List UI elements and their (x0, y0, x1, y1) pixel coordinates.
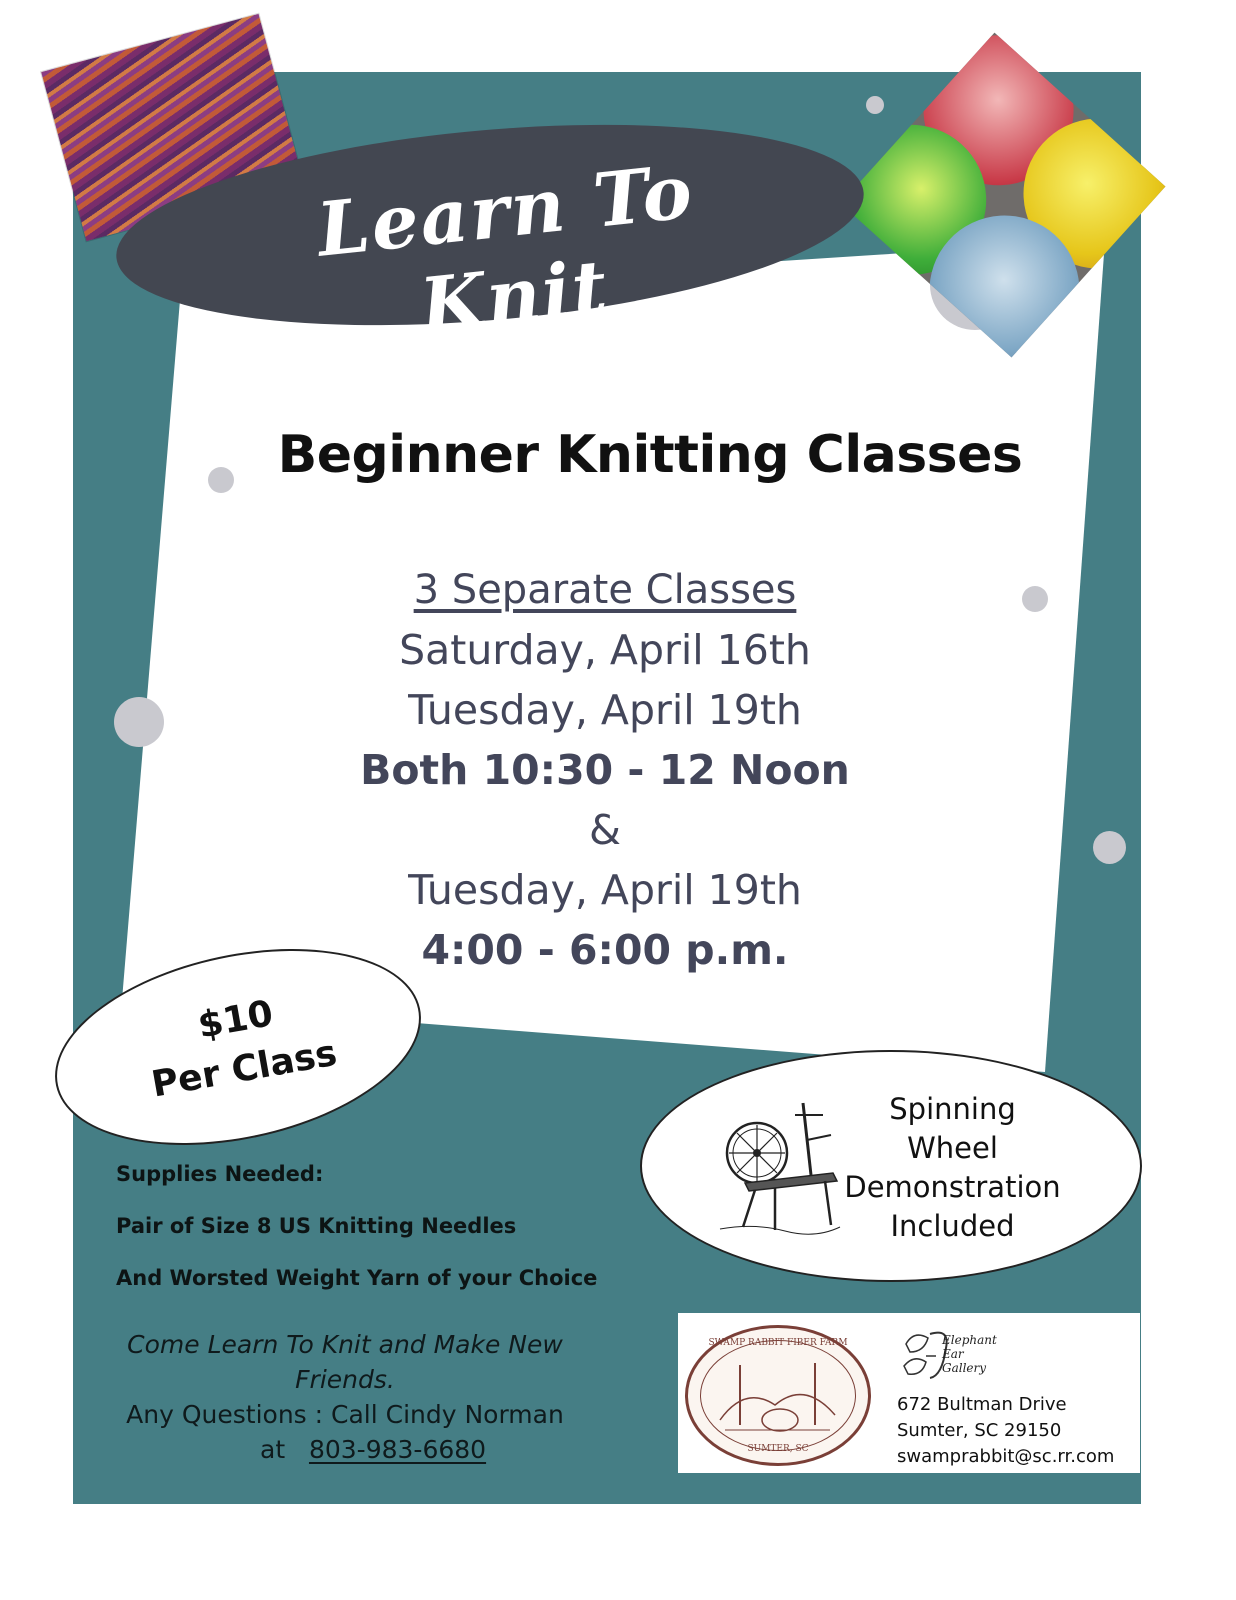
decor-dot (1093, 831, 1126, 864)
headline: Beginner Knitting Classes (277, 425, 1023, 485)
decor-dot (114, 697, 164, 747)
supplies-heading: Supplies Needed: (116, 1162, 324, 1186)
contact-line: Friends. (295, 1365, 395, 1394)
gallery-line: Ear (942, 1347, 964, 1361)
demo-line: Spinning (889, 1092, 1016, 1126)
contact-phone-line (110, 1432, 580, 1467)
address-street: 672 Bultman Drive (897, 1394, 1067, 1415)
gallery-line: Gallery (942, 1361, 987, 1375)
class-date: Tuesday, April 19th (408, 686, 802, 734)
supplies-item: And Worsted Weight Yarn of your Choice (116, 1266, 598, 1290)
page-title: Learn To Knit (313, 148, 698, 350)
demo-line: Wheel (907, 1131, 998, 1165)
phone-link[interactable]: 803-983-6680 (308, 1435, 487, 1464)
spinning-wheel-icon (715, 1095, 845, 1235)
class-time: Both 10:30 - 12 Noon (360, 746, 850, 794)
price-amount: $10 (195, 993, 277, 1047)
demo-line: Demonstration (844, 1170, 1061, 1204)
farm-seal-logo (685, 1325, 871, 1466)
demo-text (840, 1090, 1065, 1246)
seal-bottom-text: SUMTER, SC (747, 1444, 809, 1454)
contact-at: at (260, 1435, 286, 1464)
seal-top-text: SWAMP RABBIT FIBER FARM (708, 1338, 848, 1348)
contact-line: Come Learn To Knit and Make New (127, 1330, 563, 1359)
contact-info (110, 1327, 580, 1467)
address-city: Sumter, SC 29150 (897, 1420, 1062, 1441)
contact-line: Any Questions : Call Cindy Norman (126, 1400, 564, 1429)
decor-dot (866, 96, 884, 114)
gallery-line: Elephant (942, 1333, 997, 1347)
demo-line: Included (890, 1209, 1015, 1243)
class-date: Tuesday, April 19th (408, 866, 802, 914)
price-unit: Per Class (148, 1032, 340, 1106)
decor-dot (1022, 586, 1048, 612)
farm-scene-icon (685, 1325, 865, 1460)
supplies-list (116, 1148, 597, 1304)
address-block (897, 1392, 1114, 1470)
supplies-item: Pair of Size 8 US Knitting Needles (116, 1214, 517, 1238)
class-date: Saturday, April 16th (399, 626, 811, 674)
gallery-name (942, 1333, 1002, 1375)
email-link[interactable]: swamprabbit@sc.rr.com (897, 1446, 1115, 1467)
schedule (305, 560, 905, 980)
ampersand: & (589, 806, 621, 854)
class-time: 4:00 - 6:00 p.m. (421, 926, 789, 974)
schedule-header: 3 Separate Classes (413, 567, 797, 613)
